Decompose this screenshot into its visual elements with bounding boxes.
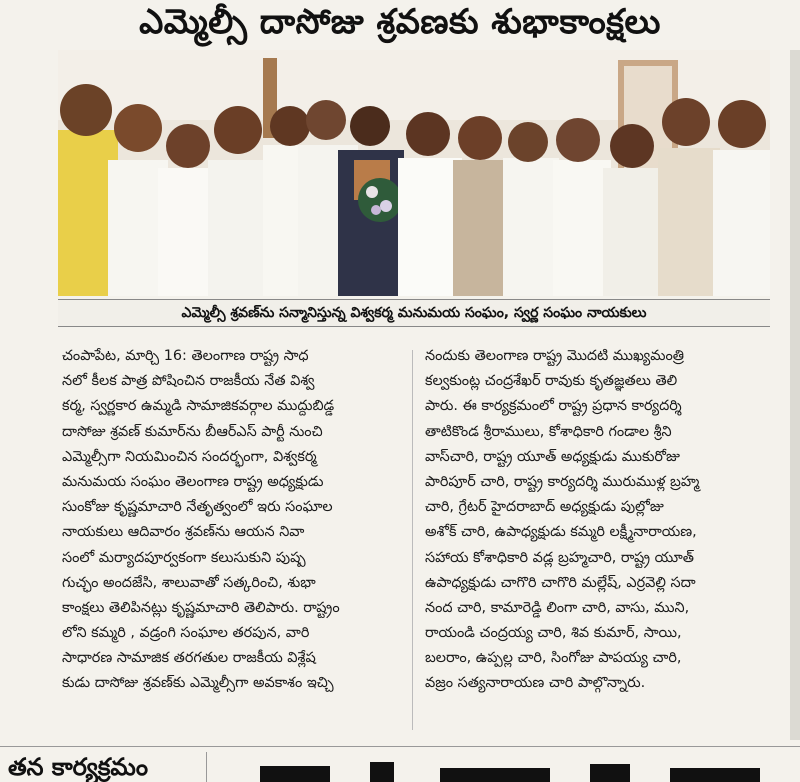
bottom-divider	[0, 746, 800, 747]
article-line: చంపాపేట, మార్చి 16: తెలంగాణ రాష్ట్ర సాధ	[62, 348, 309, 364]
group-photo	[58, 50, 770, 296]
column-divider	[412, 350, 413, 730]
next-headline-partial	[260, 760, 780, 782]
article-line: అశోక్ చారి, ఉపాధ్యక్షుడు కమ్మరి లక్ష్మీనారాయణ,	[425, 524, 697, 541]
cropped-headline-shapes	[260, 760, 780, 782]
article-column-left	[62, 344, 414, 697]
article-line: నంద చారి, కామారెడ్డి లింగా చారి, వాసు, ముని,	[425, 599, 690, 616]
article-line: గుచ్ఛం అందజేసి, శాలువాతో సత్కరించి, శుభా	[62, 574, 316, 591]
article-line: కర్మ, స్వర్ణకార ఉమ్మడి సామాజికవర్గాల ముద్దుబిడ్డ	[62, 398, 335, 415]
next-article-headline-fragment: తన కార్యక్రమం	[8, 753, 148, 781]
article-line: వజ్రం సత్యనారాయణ చారి పాల్గొన్నారు.	[425, 675, 646, 692]
article-line: నాయకులు ఆదివారం శ్రవణ్‌ను ఆయన నివా	[62, 524, 305, 541]
article-line: వాస్‌చారి, రాష్ట్ర యూత్ అధ్యక్షుడు ముకురోజు	[425, 448, 680, 465]
article-line: నలో కీలక పాత్ర పోషించిన రాజకీయ నేత విశ్వ	[62, 373, 315, 390]
article-line: కల్వకుంట్ల చంద్రశేఖర్ రావుకు కృతజ్ఞతలు తెలి	[425, 373, 678, 390]
article-line: బలరాం, ఉప్పల్ల చారి, సింగోజు పాపయ్య చారి,	[425, 650, 682, 667]
article-line: చారి, గ్రేటర్ హైదరాబాద్ అధ్యక్షుడు పుల్లోజు	[425, 499, 664, 516]
article-line: కుడు దాసోజు శ్రవణ్‌కు ఎమ్మెల్సీగా అవకాశం ఇచ్చి	[62, 675, 334, 692]
bottom-column-divider	[206, 752, 207, 782]
article-line: పారిపూర్ చారి, రాష్ట్ర కార్యదర్శి మురుముళ్ల బ్రహ్మ	[425, 473, 700, 490]
article-line: మనుమయ సంఘం తెలంగాణ రాష్ట్ర అధ్యక్షుడు	[62, 473, 324, 490]
article-line: దాసోజు శ్రవణ్ కుమార్‌ను బీఆర్ఎస్ పార్టీ నుంచి	[62, 423, 323, 440]
article-line: ఉపాధ్యక్షుడు చాగొరి చాగొరి మల్లేష్, ఎర్రవెల్లి సదా	[425, 574, 696, 591]
article-line: సుంకోజు కృష్ణమాచారి నేతృత్వంలో ఇరు సంఘాల	[62, 499, 333, 516]
article-line: సంలో మర్యాదపూర్వకంగా కలుసుకుని పుష్ప	[62, 549, 306, 566]
article-line: సహాయ కోశాధికారి వడ్ల బ్రహ్మచారి, రాష్ట్ర యూత్	[425, 549, 694, 566]
article-line: పారు. ఈ కార్యక్రమంలో రాష్ట్ర ప్రధాన కార్యదర్శి	[425, 398, 682, 415]
article-line: రాయండి చంద్రయ్య చారి, శివ కుమార్, సాయి,	[425, 625, 682, 642]
photo-caption: ఎమ్మెల్సీ శ్రవణ్‌ను సన్మానిస్తున్న విశ్వకర్మ మనుమయ సంఘం, స్వర్ణ సంఘం నాయకులు	[58, 299, 770, 327]
article-line: తాటికొండ శ్రీరాములు, కోశాధికారి గండాల శ్రీని	[425, 423, 672, 440]
article-column-right	[425, 344, 777, 697]
article-line: ఎమ్మెల్సీగా నియమించిన సందర్భంగా, విశ్వకర్మ	[62, 448, 317, 465]
headline: ఎమ్మెల్సీ దాసోజు శ్రవణకు శుభాకాంక్షలు	[139, 2, 661, 42]
article-line: నందుకు తెలంగాణ రాష్ట్ర మొదటి ముఖ్యమంత్రి	[425, 348, 685, 364]
article-line: కాంక్షలు తెలిపినట్లు కృష్ణమాచారి తెలిపారు. రాష్ట్రం	[62, 599, 340, 616]
group-photo-illustration	[58, 50, 770, 296]
article-line: లోని కమ్మరి , వడ్రంగి సంఘాల తరపున, వారి	[62, 625, 310, 642]
adjacent-page-edge	[790, 50, 800, 740]
article-line: సాధారణ సామాజిక తరగతుల రాజకీయ విశ్లేష	[62, 650, 316, 667]
